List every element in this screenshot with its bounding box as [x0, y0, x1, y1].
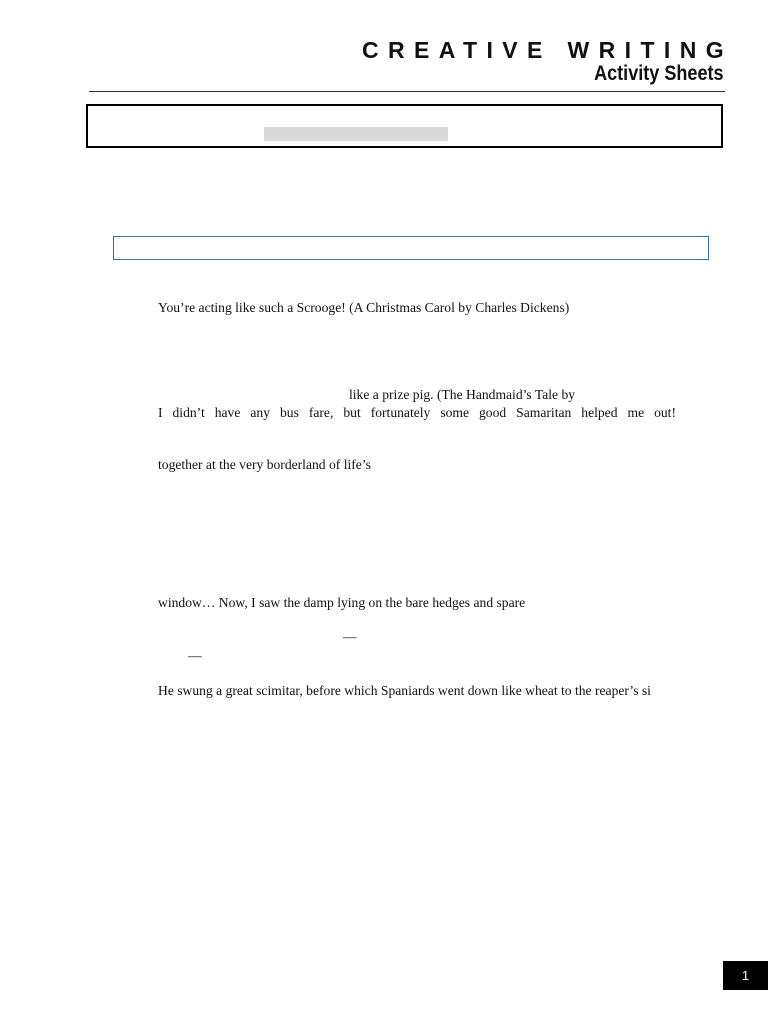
- dash-mark: —: [343, 629, 357, 644]
- example-scrooge: You’re acting like such a Scrooge! (A Christmas Carol by Charles Dickens): [158, 300, 570, 315]
- example-scimitar: He swung a great scimitar, before which Spaniards went down like wheat to the reaper’s si: [158, 683, 651, 698]
- header-divider: [89, 91, 725, 92]
- document-title: CREATIVE WRITING: [361, 37, 733, 63]
- instruction-box: [113, 236, 709, 260]
- page-number: 1: [723, 961, 768, 990]
- document-subtitle: Activity Sheets: [594, 62, 724, 85]
- student-info-box: [86, 104, 723, 148]
- example-prize-pig: like a prize pig. (The Handmaid’s Tale by: [349, 387, 576, 402]
- example-samaritan: I didn’t have any bus fare, but fortunately some good Samaritan helped me out!: [158, 405, 676, 420]
- example-borderland: together at the very borderland of life’s: [158, 457, 371, 472]
- example-window: window… Now, I saw the damp lying on the bare hedges and spare: [158, 595, 526, 610]
- dash-mark: —: [188, 648, 202, 663]
- student-name-field[interactable]: [264, 127, 448, 141]
